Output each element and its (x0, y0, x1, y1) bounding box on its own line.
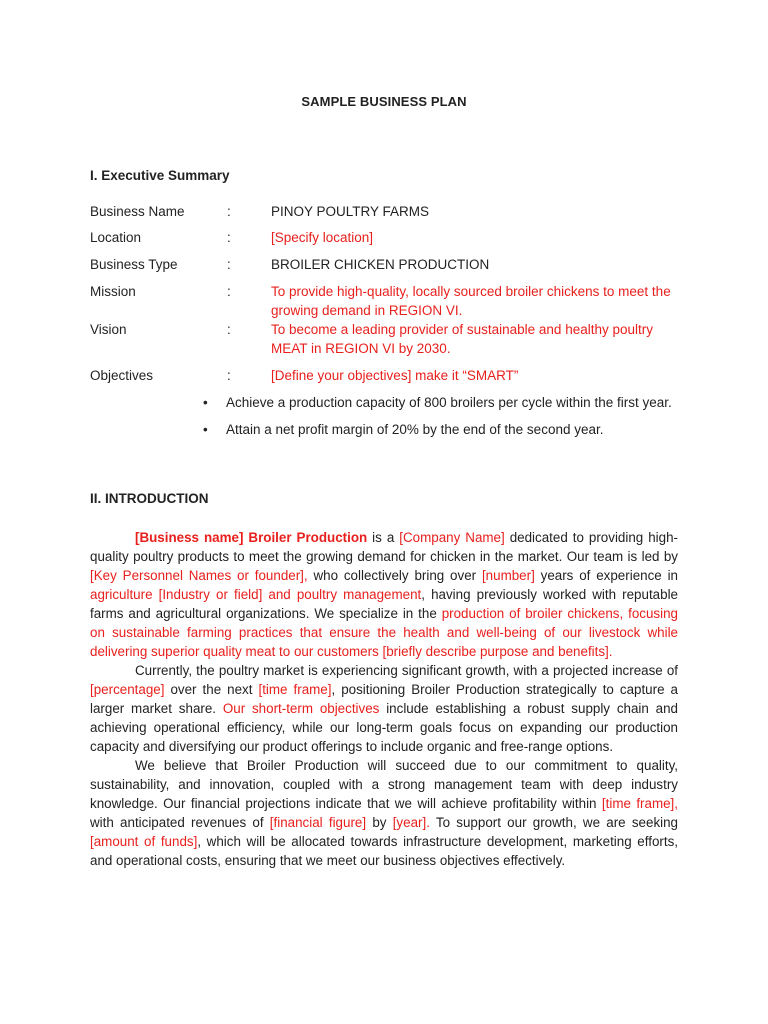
list-item (203, 393, 681, 412)
info-label: Mission (90, 284, 136, 299)
section-heading-introduction: II. INTRODUCTION (90, 491, 209, 506)
placeholder-text: [Key Personnel Names or founder], (90, 568, 308, 583)
body-text: years of experience in (534, 568, 678, 583)
info-value: [Specify location] (271, 230, 374, 245)
placeholder-text: [financial figure] (269, 815, 367, 830)
body-text: with anticipated revenues of (90, 815, 270, 830)
body-text: We believe that Broiler Production will succeed due to our commitment to quality, sustainability, and innovation, coupled with a strong management team with deep industry knowledge. Our financial projections indicate that we will achieve profitability within (90, 758, 678, 811)
info-colon: : (227, 284, 231, 299)
info-label: Vision (90, 322, 127, 337)
placeholder-text: [amount of funds] (90, 834, 198, 849)
info-label: Business Name (90, 204, 185, 219)
objectives-list (203, 393, 681, 447)
document-title: SAMPLE BUSINESS PLAN (301, 94, 467, 109)
bullet-icon: • (203, 395, 208, 410)
placeholder-text: [number] (481, 568, 535, 583)
body-text: dedicated to providing high-quality poultry products to meet the growing demand for chicken in the market. Our team is led by (90, 530, 678, 564)
info-value: BROILER CHICKEN PRODUCTION (271, 257, 490, 272)
body-text: , positioning Broiler Production strategically to capture a larger market share. (90, 682, 678, 716)
info-colon: : (227, 368, 231, 383)
info-colon: : (227, 257, 231, 272)
placeholder-text: [Company Name] (399, 530, 505, 545)
list-item (203, 420, 681, 439)
info-value: To become a leading provider of sustainable and healthy poultry MEAT in REGION VI by 2030. (271, 322, 653, 356)
info-value: [Define your objectives] make it “SMART” (271, 368, 519, 383)
placeholder-text: production of broiler chickens, focusing on sustainable farming practices that ensure the health and well-being of our livestock while delivering superior quality meat to our customers [briefly describe purpose and benefits]. (90, 606, 678, 659)
info-value: PINOY POULTRY FARMS (271, 204, 430, 219)
placeholder-text: [time frame] (258, 682, 332, 697)
body-text: is a (367, 530, 400, 545)
paragraph (90, 756, 678, 870)
info-colon: : (227, 204, 231, 219)
body-text: Currently, the poultry market is experiencing significant growth, with a projected increase of (135, 663, 678, 678)
body-text: , having previously worked with reputable farms and agricultural organizations. We specialize in the (90, 587, 678, 621)
placeholder-text: [year]. (392, 815, 430, 830)
placeholder-text: [time frame], (601, 796, 678, 811)
body-text: , which will be allocated towards infrastructure development, marketing efforts, and operational costs, ensuring that we meet our business objectives effectively. (90, 834, 678, 868)
body-text: who collectively bring over (307, 568, 482, 583)
placeholder-text: [percentage] (90, 682, 165, 697)
list-item-text: Achieve a production capacity of 800 broilers per cycle within the first year. (226, 395, 672, 410)
info-label: Business Type (90, 257, 178, 272)
placeholder-text: Our short-term objectives (222, 701, 380, 716)
body-text: include establishing a robust supply chain and achieving operational efficiency, while our long-term goals focus on expanding our production capacity and diversifying our product offerings to include organic and free-range options. (90, 701, 678, 754)
paragraph (90, 661, 678, 756)
body-text: To support our growth, we are seeking (429, 815, 679, 830)
info-colon: : (227, 322, 231, 337)
info-colon: : (227, 230, 231, 245)
introduction-body (90, 528, 678, 870)
info-label: Location (90, 230, 142, 245)
section-heading-executive-summary: I. Executive Summary (90, 168, 230, 183)
info-label: Objectives (90, 368, 154, 383)
placeholder-text: agriculture [Industry or field] and poultry management (90, 587, 422, 602)
body-text: by (366, 815, 393, 830)
body-text: over the next (164, 682, 259, 697)
bullet-icon: • (203, 422, 208, 437)
paragraph (90, 528, 678, 661)
list-item-text: Attain a net profit margin of 20% by the end of the second year. (226, 422, 604, 437)
info-value: To provide high-quality, locally sourced broiler chickens to meet the growing demand in REGION VI. (271, 284, 671, 318)
placeholder-text: [Business name] Broiler Production (135, 530, 368, 545)
